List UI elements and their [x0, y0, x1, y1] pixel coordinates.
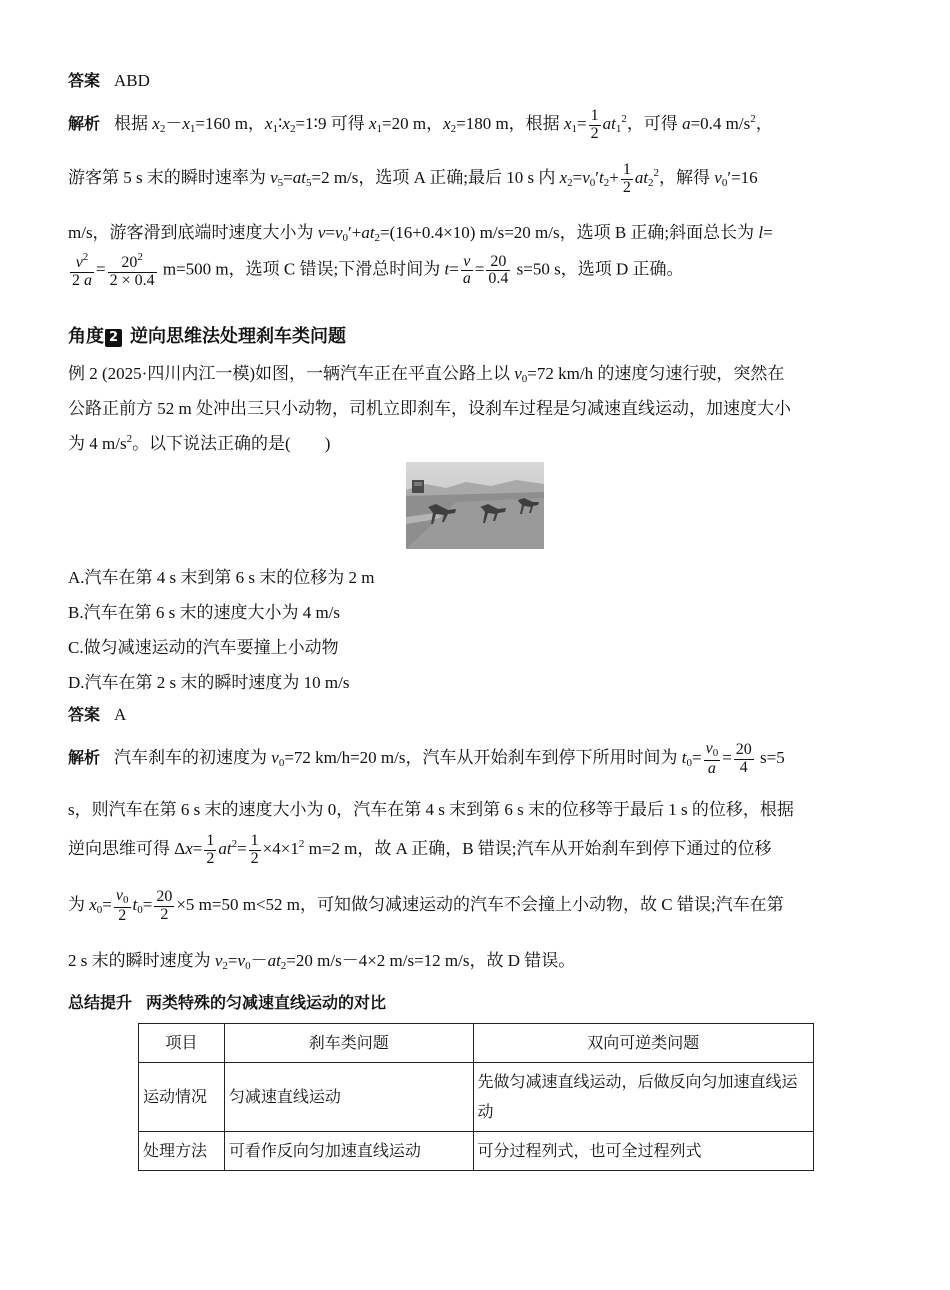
- var: a: [682, 114, 691, 134]
- text: 20: [121, 254, 138, 271]
- fraction: [589, 108, 601, 143]
- text: =2 m/s，选项 A 正确;最后 10 s 内: [311, 168, 560, 188]
- text: +: [609, 168, 619, 188]
- fraction: [486, 254, 510, 289]
- fraction-numerator: [704, 741, 721, 761]
- var: x: [185, 839, 193, 859]
- subscript: 2: [450, 123, 457, 136]
- text: =1∶9 可得: [295, 114, 369, 134]
- subscript: 0: [278, 757, 285, 770]
- table-header-cell: 双向可逆类问题: [473, 1024, 814, 1063]
- text: ∶: [277, 114, 283, 134]
- option-a: A.汽车在第 4 s 末到第 6 s 末的位移为 2 m: [68, 568, 375, 587]
- answer-value: ABD: [114, 71, 150, 90]
- text: ，: [755, 114, 773, 134]
- text: 逆向思维可得 Δ: [68, 839, 186, 859]
- text: ，解得: [659, 168, 715, 188]
- fraction-denominator: 0.4: [488, 270, 509, 288]
- text: ′: [595, 168, 599, 188]
- section-heading: [68, 322, 346, 348]
- subscript: 2: [159, 123, 166, 136]
- var: x: [282, 114, 290, 134]
- fraction: [204, 833, 216, 868]
- var: l: [758, 223, 764, 242]
- answer-label: 答案: [68, 705, 101, 724]
- table-header-cell: 刹车类问题: [224, 1024, 473, 1063]
- subscript: 2: [603, 177, 610, 190]
- deer-crossing-road-photo: [406, 462, 544, 549]
- example-line-1: [68, 359, 784, 385]
- text: =180 m，根据: [456, 114, 564, 134]
- text: =: [237, 839, 247, 859]
- superscript: 2: [82, 251, 89, 263]
- text: m=2 m，故 A 正确，B 错误;汽车从开始刹车到停下通过的位移: [304, 839, 772, 859]
- var: v: [214, 951, 223, 970]
- fraction-denominator: 4: [739, 758, 748, 776]
- comparison-table: [138, 1023, 814, 1171]
- subscript: 0: [342, 232, 348, 244]
- text: =: [722, 748, 732, 768]
- superscript: 2: [750, 113, 756, 126]
- text: ×4×1: [262, 839, 299, 859]
- superscript: 2: [653, 167, 660, 180]
- answer-line-1: [68, 68, 150, 91]
- table-row: [139, 1132, 814, 1171]
- subscript: 0: [123, 894, 129, 906]
- text: =: [572, 168, 583, 188]
- example-line-3: [68, 429, 330, 454]
- option-c: C.做匀减速运动的汽车要撞上小动物: [68, 638, 339, 657]
- var: v: [270, 168, 278, 188]
- subscript: 2: [567, 177, 573, 190]
- subscript: 0: [245, 960, 251, 972]
- superscript: 2: [621, 113, 627, 126]
- text: 2: [72, 271, 80, 289]
- var: a: [84, 271, 92, 289]
- fraction: [108, 252, 157, 290]
- subscript: 5: [306, 177, 312, 190]
- fraction-numerator: 1: [206, 832, 215, 849]
- subscript: 0: [589, 177, 596, 190]
- fraction-numerator: [108, 252, 157, 273]
- subscript: 2: [280, 960, 287, 972]
- subscript: 0: [521, 373, 528, 385]
- subscript: 0: [96, 904, 103, 917]
- var: v: [75, 254, 83, 271]
- fraction-numerator: [114, 888, 131, 908]
- heading-prefix: 角度: [68, 326, 104, 347]
- heading-title: 逆向思维法处理刹车类问题: [130, 326, 346, 347]
- option-d: D.汽车在第 2 s 末的瞬时速度为 10 m/s: [68, 673, 350, 692]
- analysis2-line-1: [68, 741, 785, 777]
- table-row: [139, 1063, 814, 1132]
- text: 例 2 (2025·四川内江一模)如图，一辆汽车正在平直公路上以: [68, 364, 515, 383]
- var: t: [444, 259, 450, 279]
- subscript: 0: [137, 904, 143, 917]
- fraction-denominator: [70, 273, 94, 290]
- text: =72 km/h=20 m/s，汽车从开始刹车到停下所用时间为: [284, 748, 682, 768]
- analysis2-line-3: [68, 833, 772, 868]
- var: v: [334, 223, 343, 242]
- fraction-denominator: 2: [622, 178, 631, 196]
- subscript: 2: [648, 177, 654, 190]
- text: =: [325, 223, 335, 242]
- fraction-numerator: 1: [622, 161, 631, 178]
- summary-label: 总结提升: [68, 993, 133, 1012]
- fraction-denominator: 2: [160, 905, 169, 923]
- var: x: [152, 114, 160, 134]
- summary-title: 两类特殊的匀减速直线运动的对比: [146, 993, 387, 1012]
- fraction-numerator: 1: [250, 832, 259, 849]
- var: t: [681, 748, 687, 768]
- var: v: [271, 748, 279, 768]
- var: v: [582, 168, 590, 188]
- var: x: [182, 114, 190, 134]
- fraction: [734, 742, 754, 777]
- table-header-cell: 项目: [139, 1024, 225, 1063]
- var: v: [514, 364, 522, 383]
- analysis1-line-2: [68, 162, 758, 197]
- text: =: [283, 168, 293, 188]
- subscript: 1: [272, 123, 278, 136]
- fraction: [621, 162, 633, 197]
- text: －: [165, 114, 183, 134]
- text: m/s，游客滑到底端时速度大小为: [68, 223, 318, 242]
- fraction-denominator: 2: [250, 849, 259, 867]
- subscript: 2: [222, 960, 228, 972]
- text: =: [474, 259, 485, 279]
- analysis-label: 解析: [68, 114, 101, 134]
- text: =: [576, 114, 587, 134]
- text: 2 s 末的瞬时速度为: [68, 951, 215, 970]
- text: ′=16: [727, 168, 758, 188]
- fraction-numerator: 20: [486, 254, 510, 272]
- text: m=500 m，选项 C 错误;下滑总时间为: [158, 259, 445, 279]
- var: at: [218, 839, 232, 859]
- fraction-denominator: a: [707, 759, 716, 777]
- fraction-numerator: 20: [735, 740, 752, 758]
- text: =: [192, 839, 203, 859]
- var: at: [292, 168, 306, 188]
- answer-line-2: [68, 702, 126, 725]
- text: ′+: [348, 223, 362, 242]
- text: =: [227, 951, 238, 970]
- table-cell: 可看作反向匀加速直线运动: [224, 1132, 473, 1171]
- var: at: [361, 223, 375, 242]
- text: =72 km/h 的速度匀速行驶，突然在: [527, 364, 785, 383]
- text: =(16+0.4×10) m/s=20 m/s，选项 B 正确;斜面总长为: [380, 223, 759, 242]
- superscript: 2: [126, 433, 133, 445]
- var: v: [317, 223, 326, 242]
- answer-label: 答案: [68, 71, 101, 90]
- fraction: [114, 888, 131, 924]
- subscript: 1: [615, 123, 622, 136]
- analysis1-line-3: [68, 218, 773, 244]
- var: x: [368, 114, 377, 134]
- superscript: 2: [298, 838, 305, 851]
- text: =: [102, 895, 112, 915]
- var: at: [267, 951, 281, 970]
- text: =20 m，: [382, 114, 444, 134]
- analysis2-line-4: [68, 888, 784, 924]
- analysis2-line-2: s，则汽车在第 6 s 末的速度大小为 0，汽车在第 4 s 末到第 6 s 末的位移等于最后 1 s 的位移，根据: [68, 800, 794, 819]
- subscript: 1: [376, 123, 383, 136]
- fraction-denominator: 2: [118, 906, 127, 924]
- analysis2-line-5: [68, 946, 575, 972]
- var: x: [89, 895, 97, 915]
- example-line-2: 公路正前方 52 m 处冲出三只小动物，司机立即刹车，设刹车过程是匀减速直线运动，加速度大小: [68, 399, 791, 418]
- var: x: [559, 168, 568, 188]
- answer-value: A: [114, 705, 127, 724]
- var: v: [714, 168, 722, 188]
- summary-heading: [68, 990, 386, 1013]
- option-b: B.汽车在第 6 s 末的速度大小为 4 m/s: [68, 603, 341, 622]
- table-cell: 先做匀减速直线运动，后做反向匀加速直线运动: [473, 1063, 814, 1132]
- text: s=50 s，选项 D 正确。: [512, 259, 684, 279]
- fraction: [704, 741, 721, 777]
- text: ，可得: [626, 114, 683, 134]
- text: 汽车刹车的初速度为: [114, 748, 272, 768]
- text: =0.4 m/s: [690, 114, 751, 134]
- fraction: [70, 252, 94, 290]
- var: at: [602, 114, 616, 134]
- subscript: 5: [277, 177, 284, 190]
- fraction-numerator: [70, 252, 94, 273]
- fraction-denominator: 2: [206, 849, 215, 867]
- table-cell: 匀减速直线运动: [224, 1063, 473, 1132]
- text: =: [763, 223, 773, 242]
- table-cell: 可分过程列式，也可全过程列式: [473, 1132, 814, 1171]
- text: 为: [68, 895, 90, 915]
- text: 游客第 5 s 末的瞬时速率为: [68, 168, 271, 188]
- superscript: 2: [137, 251, 143, 263]
- text: s=5: [755, 748, 785, 768]
- analysis-label: 解析: [68, 748, 101, 768]
- text: =: [96, 259, 106, 279]
- superscript: 2: [231, 838, 238, 851]
- table-cell: 运动情况: [139, 1063, 225, 1132]
- heading-number-badge: 2: [105, 329, 122, 347]
- table-cell: 处理方法: [139, 1132, 225, 1171]
- text: －: [250, 951, 268, 970]
- text: 。以下说法正确的是( ): [132, 434, 331, 453]
- var: v: [705, 740, 713, 757]
- var: at: [634, 168, 649, 188]
- fraction-denominator: 2: [590, 124, 599, 142]
- text: 为 4 m/s: [68, 434, 127, 453]
- var: x: [443, 114, 451, 134]
- var: v: [115, 887, 123, 904]
- subscript: 1: [571, 123, 577, 136]
- fraction-denominator: a: [462, 270, 471, 288]
- var: v: [237, 951, 246, 970]
- fraction: [249, 833, 261, 868]
- fraction-numerator: 1: [590, 107, 599, 124]
- analysis1-line-4: [68, 252, 684, 290]
- var: t: [598, 168, 604, 188]
- subscript: 2: [374, 232, 381, 244]
- analysis1-line-1: [68, 108, 773, 143]
- text: 根据: [114, 114, 153, 134]
- text: =160 m，: [195, 114, 265, 134]
- text: =: [691, 748, 702, 768]
- subscript: 0: [712, 747, 719, 759]
- fraction: [461, 254, 473, 289]
- fraction: [154, 889, 174, 924]
- table-header-row: [139, 1024, 814, 1063]
- fraction-denominator: 2 × 0.4: [109, 271, 155, 289]
- var: t: [132, 895, 138, 915]
- subscript: 0: [721, 177, 728, 190]
- fraction-numerator: v: [461, 254, 473, 272]
- var: x: [264, 114, 273, 134]
- text: =20 m/s－4×2 m/s=12 m/s，故 D 错误。: [286, 951, 576, 970]
- text: ×5 m=50 m<52 m，可知做匀减速运动的汽车不会撞上小动物，故 C 错误;汽车在第: [176, 895, 784, 915]
- subscript: 2: [289, 123, 296, 136]
- subscript: 0: [686, 757, 692, 770]
- var: x: [563, 114, 572, 134]
- fraction-numerator: 20: [156, 887, 173, 905]
- text: =: [449, 259, 459, 279]
- text: =: [142, 895, 153, 915]
- subscript: 1: [189, 123, 196, 136]
